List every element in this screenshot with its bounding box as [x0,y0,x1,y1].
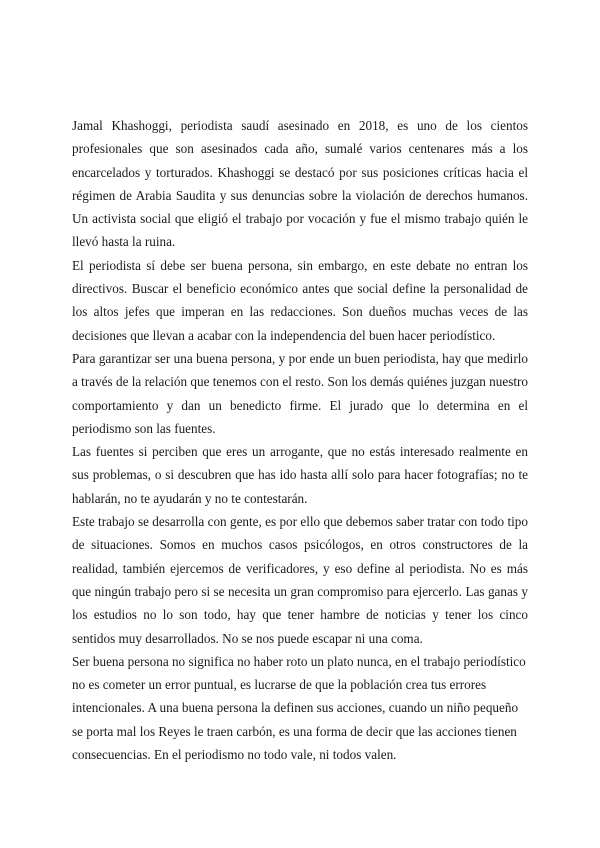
paragraph-khashoggi: Jamal Khashoggi, periodista saudí asesinado en 2018, es uno de los cientos profesionales que son asesinados cada año, sumalé varios centenares más a los encarcelados y torturados. Khashoggi se destacó por sus posiciones críticas hacia el régimen de Arabia Saudita y sus denuncias sobre la violación de derechos humanos. Un activista social que eligió el trabajo por vocación y fue el mismo trabajo quién le llevó hasta la ruina. [72,118,528,250]
document-body [72,114,528,766]
paragraph-conclusion: Ser buena persona no significa no haber roto un plato nunca, en el trabajo periodístico no es cometer un error puntual, es lucrarse de que la población crea tus errores intencionales. A una buena persona la definen sus acciones, cuando un niño pequeño se porta mal los Reyes le traen carbón, es una forma de decir que las acciones tienen consecuencias. En el periodismo no todo vale, ni todos valen. [72,653,526,763]
paragraph-fuentes: Las fuentes si perciben que eres un arrogante, que no estás interesado realmente en sus problemas, o si descubren que has ido hasta allí solo para hacer fotografías; no te hablarán, no te ayudarán y no te contestarán. [72,444,528,506]
paragraph-buena-persona: Para garantizar ser una buena persona, y por ende un buen periodista, hay que medirlo a través de la relación que tenemos con el resto. Son los demás quiénes juzgan nuestro comportamiento y dan un benedicto firme. El jurado que lo determina en el periodismo son las fuentes. [72,350,528,436]
paragraph-directivos: El periodista sí debe ser buena persona, sin embargo, en este debate no entran los directivos. Buscar el beneficio económico antes que social define la personalidad de los altos jefes que imperan en las redacciones. Son dueños muchas veces de las decisiones que llevan a acabar con la independencia del buen hacer periodístico. [72,257,528,343]
paragraph-trabajo-gente: Este trabajo se desarrolla con gente, es por ello que debemos saber tratar con todo tipo de situaciones. Somos en muchos casos psicólogos, en otros constructores de la realidad, también ejercemos de verificadores, y eso define al periodista. No es más que ningún trabajo pero si se necesita un gran compromiso para ejercerlo. Las ganas y los estudios no lo son todo, hay que tener hambre de noticias y tener los cinco sentidos muy desarrollados. No se nos puede escapar ni una coma. [72,514,528,646]
